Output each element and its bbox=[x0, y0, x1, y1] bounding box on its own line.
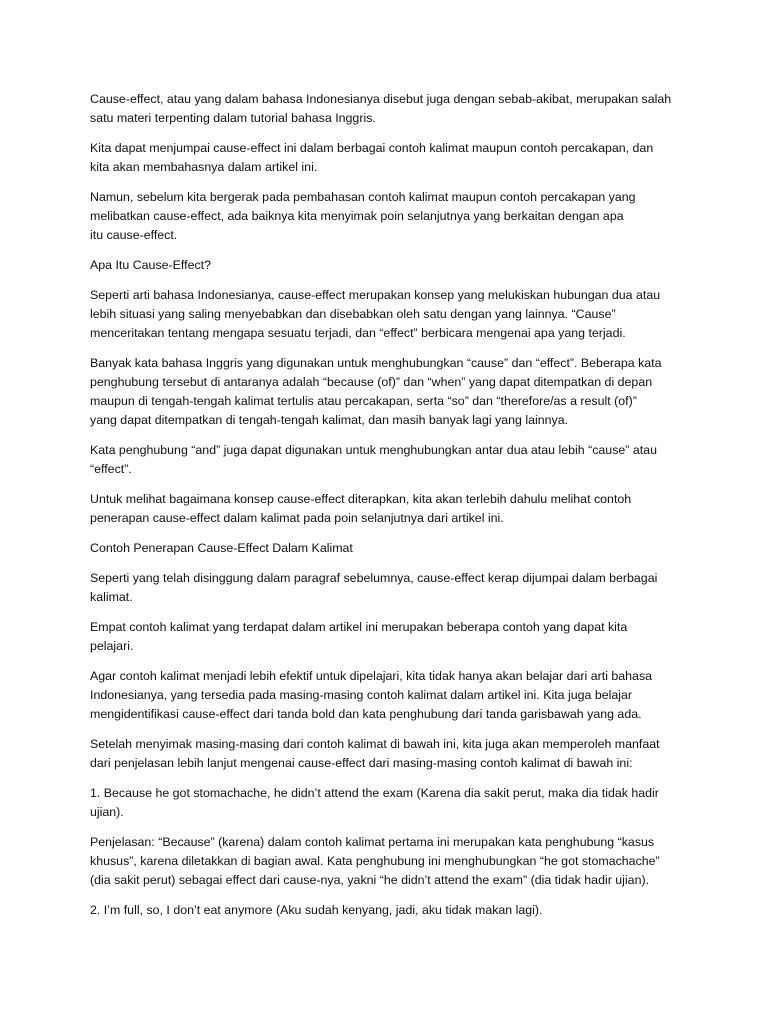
paragraph-benefit: Setelah menyimak masing-masing dari contoh kalimat di bawah ini, kita juga akan memperoleh manfaat dari penjelasan lebih lanjut mengenai cause-effect dari masing-masing contoh kalimat di bawah ini: bbox=[90, 737, 660, 770]
paragraph-and: Kata penghubung “and” juga dapat digunakan untuk menghubungkan antar dua atau lebih “cause” atau “effect”. bbox=[90, 443, 657, 476]
example-2: 2. I’m full, so, I don’t eat anymore (Aku sudah kenyang, jadi, aku tidak makan lagi). bbox=[90, 903, 543, 917]
section-heading-what-is: Apa Itu Cause-Effect? bbox=[90, 258, 211, 272]
paragraph-context: Kita dapat menjumpai cause-effect ini dalam berbagai contoh kalimat maupun contoh percakapan, dan kita akan membahasnya dalam artikel ini. bbox=[90, 141, 654, 174]
paragraph-definition: Seperti arti bahasa Indonesianya, cause-effect merupakan konsep yang melukiskan hubungan dua atau lebih situasi yang saling menyebabkan dan disebabkan oleh satu dengan yang lainnya. “Cause” menceritakan tentang mengapa sesuatu terjadi, dan “effect” berbicara mengenai apa yang terjadi. bbox=[90, 288, 661, 340]
paragraph-intro: Cause-effect, atau yang dalam bahasa Indonesianya disebut juga dengan sebab-akibat, merupakan salah satu materi terpenting dalam tutorial bahasa Inggris. bbox=[90, 92, 672, 125]
paragraph-lead-in: Untuk melihat bagaimana konsep cause-effect diterapkan, kita akan terlebih dahulu melihat contoh penerapan cause-effect dalam kalimat pada poin selanjutnya dari artikel ini. bbox=[90, 492, 632, 525]
example-1: 1. Because he got stomachache, he didn’t attend the exam (Karena dia sakit perut, maka dia tidak hadir ujian). bbox=[90, 786, 659, 819]
paragraph-transition: Namun, sebelum kita bergerak pada pembahasan contoh kalimat maupun contoh percakapan yang melibatkan cause-effect, ada baiknya kita menyimak poin selanjutnya yang berkaitan dengan apa itu cause-effect. bbox=[90, 190, 636, 242]
paragraph-learning-method: Agar contoh kalimat menjadi lebih efektif untuk dipelajari, kita tidak hanya akan belajar dari arti bahasa Indonesianya, yang tersedia pada masing-masing contoh kalimat dalam artikel ini. Kita juga belajar mengidentifikasi cause-effect dari tanda bold dan kata penghubung dari tanda garisbawah yang ada. bbox=[90, 669, 653, 721]
section-heading-examples: Contoh Penerapan Cause-Effect Dalam Kalimat bbox=[90, 541, 353, 555]
paragraph-examples-intro: Seperti yang telah disinggung dalam paragraf sebelumnya, cause-effect kerap dijumpai dalam berbagai kalimat. bbox=[90, 571, 658, 604]
explanation-1: Penjelasan: “Because” (karena) dalam contoh kalimat pertama ini merupakan kata penghubung “kasus khusus”, karena diletakkan di bagian awal. Kata penghubung ini menghubungkan “he got stomachache” (dia sakit perut) sebagai effect dari cause-nya, yakni “he didn’t attend the exam” (dia tidak hadir ujian). bbox=[90, 835, 660, 887]
paragraph-conjunctions: Banyak kata bahasa Inggris yang digunakan untuk menghubungkan “cause” dan “effect”. Beberapa kata penghubung tersebut di antaranya adalah “because (of)” dan “when” yang dapat ditempatkan di depan maupun di tengah-tengah kalimat tertulis atau percakapan, serta “so” dan “therefore/as a result (of)” yang dapat ditempatkan di tengah-tengah kalimat, dan masih banyak lagi yang lainnya. bbox=[90, 356, 662, 427]
paragraph-four-examples: Empat contoh kalimat yang terdapat dalam artikel ini merupakan beberapa contoh yang dapat kita pelajari. bbox=[90, 620, 628, 653]
